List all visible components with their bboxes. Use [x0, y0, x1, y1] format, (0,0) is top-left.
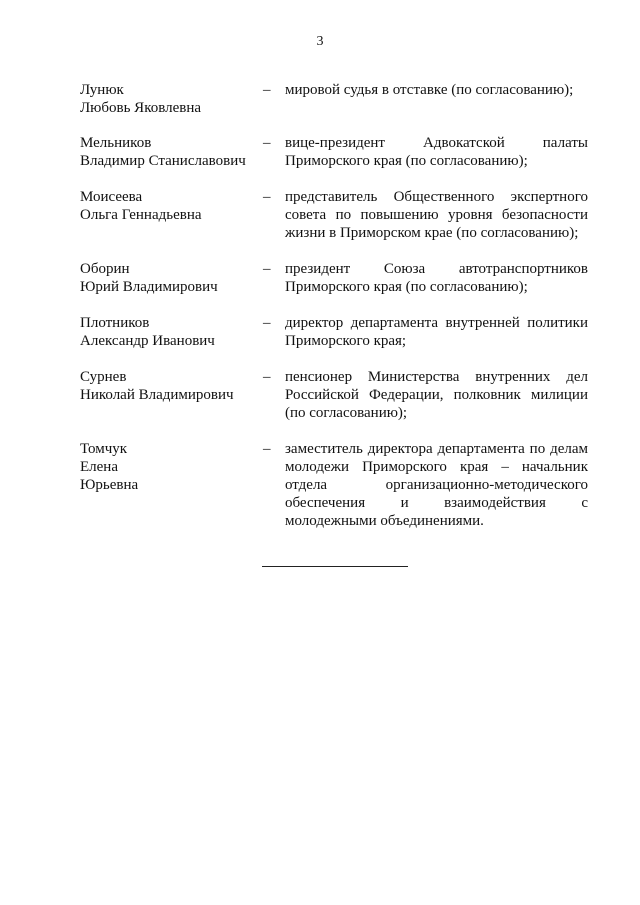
member-name	[80, 314, 263, 350]
list-item	[80, 314, 588, 350]
role-line: Приморского края (по согласованию);	[285, 153, 528, 169]
role-line: молодежными объединениями.	[285, 513, 484, 529]
role-line: мировой судья в отставке (по согласованию);	[285, 82, 574, 98]
member-name	[80, 368, 263, 422]
role-line: Приморского края (по согласованию);	[285, 279, 528, 295]
member-surname: Сурнев	[80, 369, 127, 385]
role-line: пенсионер Министерства внутренних дел	[285, 369, 588, 385]
member-list	[80, 81, 588, 548]
role-line: Российской Федерации, полковник милиции	[285, 387, 588, 403]
member-name	[80, 81, 263, 117]
role-line: представитель Общественного экспертного	[285, 189, 588, 205]
closing-rule	[262, 566, 408, 567]
page-number: 3	[316, 34, 324, 49]
member-given-names: Елена	[80, 459, 118, 475]
list-item	[80, 81, 588, 117]
member-patronymic: Юрьевна	[80, 477, 139, 493]
member-name	[80, 440, 263, 530]
member-given-names: Николай Владимирович	[80, 387, 234, 403]
member-surname: Томчук	[80, 441, 128, 457]
role-line: отдела организационно-методического	[285, 477, 588, 493]
role-line: жизни в Приморском крае (по согласованию);	[285, 225, 579, 241]
member-surname: Мельников	[80, 135, 152, 151]
member-name	[80, 188, 263, 242]
role-line: заместитель директора департамента по делам	[285, 441, 588, 457]
member-role	[285, 440, 588, 530]
member-surname: Моисеева	[80, 189, 143, 205]
role-line: Приморского края;	[285, 333, 407, 349]
member-given-names: Владимир Станиславович	[80, 153, 246, 169]
role-line: (по согласованию);	[285, 405, 408, 421]
member-surname: Плотников	[80, 315, 150, 331]
role-line: совета по повышению уровня безопасности	[285, 207, 588, 223]
dash-separator: –	[263, 82, 271, 98]
member-given-names: Юрий Владимирович	[80, 279, 218, 295]
role-line: обеспечения и взаимодействия с	[285, 495, 588, 511]
member-given-names: Ольга Геннадьевна	[80, 207, 202, 223]
member-name	[80, 260, 263, 296]
list-item	[80, 440, 588, 530]
dash-separator: –	[263, 315, 271, 331]
member-given-names: Любовь Яковлевна	[80, 100, 202, 116]
list-item	[80, 260, 588, 296]
member-role	[285, 134, 588, 170]
role-line: президент Союза автотранспортников	[285, 261, 588, 277]
member-role	[285, 188, 588, 242]
member-surname: Лунюк	[80, 82, 124, 98]
list-item	[80, 368, 588, 422]
role-line: вице-президент Адвокатской палаты	[285, 135, 588, 151]
list-item	[80, 188, 588, 242]
member-role	[285, 260, 588, 296]
role-line: директор департамента внутренней политики	[285, 315, 588, 331]
member-name	[80, 134, 263, 170]
role-line: молодежи Приморского края – начальник	[285, 459, 588, 475]
dash-separator: –	[263, 135, 271, 151]
member-given-names: Александр Иванович	[80, 333, 215, 349]
member-role	[285, 368, 588, 422]
dash-separator: –	[263, 189, 271, 205]
member-role	[285, 81, 588, 117]
dash-separator: –	[263, 369, 271, 385]
list-item	[80, 134, 588, 170]
member-role	[285, 314, 588, 350]
dash-separator: –	[263, 441, 271, 457]
dash-separator: –	[263, 261, 271, 277]
member-surname: Оборин	[80, 261, 130, 277]
